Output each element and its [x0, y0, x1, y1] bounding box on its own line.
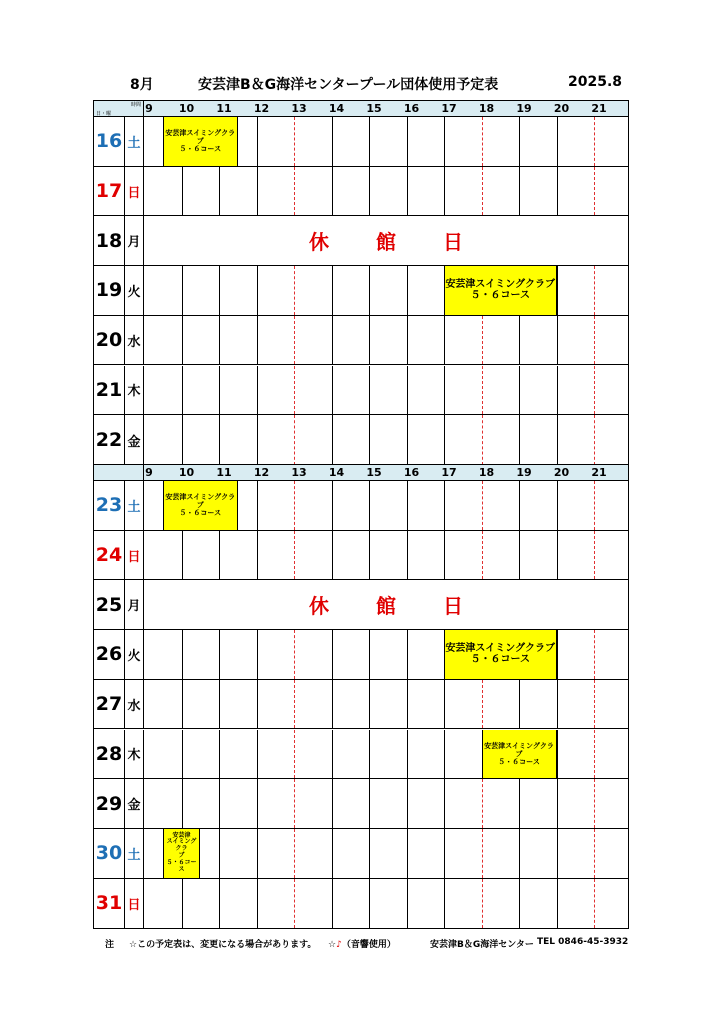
legend-music-text: （音響使用）: [341, 940, 396, 950]
hour-label-19: 19: [516, 466, 532, 479]
hour-gridline: [557, 829, 558, 878]
day-number: 30: [94, 829, 125, 878]
hour-gridline: [594, 829, 595, 878]
hour-label-14: 14: [328, 102, 345, 115]
hour-gridline: [182, 779, 183, 828]
hour-gridline: [369, 829, 370, 878]
hour-gridline: [369, 366, 370, 415]
hour-label-18: 18: [478, 102, 495, 115]
hour-gridline: [369, 531, 370, 580]
day-number: 24: [94, 531, 125, 580]
hour-gridline: [519, 366, 520, 415]
day-row: [94, 630, 628, 680]
hour-gridline: [369, 266, 370, 315]
reservation-text: 安芸津スイミングクラブ: [165, 493, 236, 510]
hour-gridline: [182, 730, 183, 779]
hour-gridline: [332, 266, 333, 315]
hour-label-11: 11: [216, 466, 232, 479]
hour-label-21: 21: [591, 102, 607, 115]
schedule-week-1: [93, 100, 629, 465]
footer-center: 安芸津B＆G海洋センター: [430, 940, 534, 950]
hour-gridline: [369, 316, 370, 365]
hour-gridline: [482, 531, 483, 580]
hour-label-11: 11: [216, 102, 232, 115]
hour-label-18: 18: [478, 466, 495, 479]
hour-gridline: [294, 730, 295, 779]
reservation-text: 安芸津スイミングクラブ: [445, 278, 556, 290]
day-row: [94, 580, 628, 630]
hour-label-12: 12: [253, 466, 270, 479]
hour-gridline: [444, 366, 445, 415]
hour-label-16: 16: [403, 102, 420, 115]
hour-gridline: [332, 829, 333, 878]
hour-gridline: [257, 316, 258, 365]
month-label: 8月: [130, 77, 154, 93]
weekday-label: 木: [125, 366, 144, 415]
hour-gridline: [557, 266, 558, 315]
hour-gridline: [594, 531, 595, 580]
hour-gridline: [219, 829, 220, 878]
reservation-block[interactable]: [163, 117, 238, 166]
hour-gridline: [182, 266, 183, 315]
hour-gridline: [444, 117, 445, 166]
hour-label-20: 20: [553, 102, 570, 115]
hour-gridline: [407, 730, 408, 779]
hour-gridline: [294, 316, 295, 365]
footer-note: ☆この予定表は、変更になる場合があります。: [129, 940, 317, 950]
reservation-text: ５・６コース: [470, 290, 530, 302]
hour-gridline: [182, 630, 183, 679]
day-row: [94, 366, 628, 416]
reservation-text: 安芸津スイミングクラブ: [165, 129, 236, 146]
hour-gridline: [557, 531, 558, 580]
hour-gridline: [182, 316, 183, 365]
day-number: 23: [94, 481, 125, 530]
hour-gridline: [557, 630, 558, 679]
hour-gridline: [519, 531, 520, 580]
hour-gridline: [557, 167, 558, 216]
hour-gridline: [257, 167, 258, 216]
hour-gridline: [257, 779, 258, 828]
hour-label-14: 14: [328, 466, 345, 479]
hour-gridline: [182, 680, 183, 729]
day-row: [94, 680, 628, 730]
hour-gridline: [519, 481, 520, 530]
hour-gridline: [219, 316, 220, 365]
hour-gridline: [294, 117, 295, 166]
hour-gridline: [482, 879, 483, 929]
hour-gridline: [482, 481, 483, 530]
hour-gridline: [407, 879, 408, 929]
hour-gridline: [257, 117, 258, 166]
hour-gridline: [257, 730, 258, 779]
hour-gridline: [519, 117, 520, 166]
weekday-label: 土: [125, 117, 144, 166]
hour-gridline: [594, 630, 595, 679]
reservation-block[interactable]: [444, 630, 557, 679]
hour-gridline: [557, 481, 558, 530]
hour-gridline: [294, 779, 295, 828]
reservation-block[interactable]: [482, 730, 557, 779]
hour-gridline: [294, 266, 295, 315]
hour-gridline: [444, 829, 445, 878]
hour-label-10: 10: [178, 102, 195, 115]
hour-gridline: [444, 779, 445, 828]
hour-gridline: [257, 829, 258, 878]
hour-gridline: [594, 167, 595, 216]
day-number: 17: [94, 167, 125, 216]
hour-gridline: [332, 680, 333, 729]
corner-cell: [94, 101, 144, 117]
hour-label-9: 9: [145, 466, 153, 479]
hour-label-12: 12: [253, 102, 270, 115]
weekday-label: 金: [125, 779, 144, 828]
hour-gridline: [444, 680, 445, 729]
hour-gridline: [257, 630, 258, 679]
hour-gridline: [294, 415, 295, 465]
hour-gridline: [557, 316, 558, 365]
weekday-label: 月: [125, 216, 144, 265]
hour-gridline: [219, 630, 220, 679]
day-row: [94, 167, 628, 217]
hour-gridline: [444, 481, 445, 530]
day-number: 18: [94, 216, 125, 265]
hour-label-10: 10: [178, 466, 195, 479]
hour-gridline: [482, 117, 483, 166]
hour-gridline: [482, 415, 483, 465]
hour-gridline: [519, 167, 520, 216]
footer-tel: TEL 0846-45-3932: [537, 937, 629, 947]
hour-gridline: [332, 730, 333, 779]
hour-gridline: [482, 779, 483, 828]
hour-gridline: [332, 630, 333, 679]
hour-gridline: [369, 680, 370, 729]
hour-gridline: [257, 366, 258, 415]
hour-gridline: [369, 879, 370, 929]
day-number: 27: [94, 680, 125, 729]
hour-label-16: 16: [403, 466, 420, 479]
hour-gridline: [369, 481, 370, 530]
day-number: 25: [94, 580, 125, 629]
hour-gridline: [482, 366, 483, 415]
hour-gridline: [369, 779, 370, 828]
reservation-block[interactable]: [163, 481, 238, 530]
day-number: 28: [94, 730, 125, 779]
reservation-text: スイミングクラ: [166, 838, 197, 853]
hour-gridline: [294, 680, 295, 729]
hour-gridline: [369, 167, 370, 216]
weekday-label: 火: [125, 630, 144, 679]
hour-gridline: [182, 879, 183, 929]
footer-legend: [328, 937, 396, 950]
corner-day-label: 日・曜: [96, 111, 112, 117]
hour-gridline: [444, 879, 445, 929]
day-number: 20: [94, 316, 125, 365]
hour-gridline: [219, 730, 220, 779]
hour-gridline: [294, 879, 295, 929]
star-icon: ☆: [328, 940, 337, 950]
hour-gridline: [594, 366, 595, 415]
reservation-text: ５・６コース: [179, 509, 222, 518]
day-row: [94, 415, 628, 465]
hour-gridline: [482, 680, 483, 729]
closed-day-text: 休 館 日: [309, 230, 483, 255]
closed-day-label: [144, 580, 628, 629]
closed-day-text: 休 館 日: [309, 594, 483, 619]
hour-gridline: [219, 531, 220, 580]
hour-gridline: [332, 779, 333, 828]
reservation-text: 安芸津スイミングクラブ: [484, 741, 554, 758]
closed-day-label: [144, 216, 628, 265]
reservation-block[interactable]: [163, 829, 201, 878]
hour-gridline: [257, 531, 258, 580]
hour-gridline: [332, 316, 333, 365]
day-row: [94, 779, 628, 829]
day-row: [94, 829, 628, 879]
hour-gridline: [182, 167, 183, 216]
hour-gridline: [257, 481, 258, 530]
weekday-label: 土: [125, 829, 144, 878]
hour-gridline: [557, 680, 558, 729]
reservation-text: ５・６コース: [470, 654, 530, 666]
hour-gridline: [519, 829, 520, 878]
reservation-block[interactable]: [444, 266, 557, 315]
hour-gridline: [407, 531, 408, 580]
hour-gridline: [294, 167, 295, 216]
hour-gridline: [594, 316, 595, 365]
hour-gridline: [294, 366, 295, 415]
hour-gridline: [407, 630, 408, 679]
hour-gridline: [594, 730, 595, 779]
footer-note-label: 注: [105, 940, 115, 950]
reservation-text: 安芸津スイミングクラブ: [445, 642, 556, 654]
hour-gridline: [407, 829, 408, 878]
hour-label-13: 13: [291, 102, 307, 115]
hour-gridline: [257, 415, 258, 465]
hour-gridline: [294, 481, 295, 530]
weekday-label: 月: [125, 580, 144, 629]
weekday-label: 日: [125, 167, 144, 216]
hour-gridline: [219, 167, 220, 216]
day-row: [94, 879, 628, 929]
hour-gridline: [407, 167, 408, 216]
hour-gridline: [332, 415, 333, 465]
hour-gridline: [407, 366, 408, 415]
hour-gridline: [594, 680, 595, 729]
weekday-label: 日: [125, 531, 144, 580]
hour-gridline: [407, 266, 408, 315]
hour-gridline: [332, 366, 333, 415]
hour-gridline: [332, 117, 333, 166]
page-title: 安芸津B＆G海洋センタープール団体使用予定表: [198, 77, 499, 93]
hour-gridline: [182, 415, 183, 465]
hour-gridline: [257, 680, 258, 729]
hour-gridline: [332, 879, 333, 929]
hour-gridline: [294, 630, 295, 679]
day-row: [94, 216, 628, 266]
hour-label-17: 17: [441, 466, 457, 479]
day-number: 22: [94, 415, 125, 465]
hour-gridline: [519, 316, 520, 365]
hour-gridline: [219, 779, 220, 828]
day-row: [94, 117, 628, 167]
day-row: [94, 481, 628, 531]
reservation-text: ５・６コース: [498, 757, 540, 766]
weekday-label: 水: [125, 316, 144, 365]
hour-gridline: [482, 829, 483, 878]
hour-gridline: [444, 167, 445, 216]
weekday-label: 水: [125, 680, 144, 729]
corner-cell: [94, 465, 144, 481]
hour-gridline: [332, 481, 333, 530]
hour-gridline: [557, 779, 558, 828]
hour-gridline: [407, 316, 408, 365]
hour-gridline: [519, 879, 520, 929]
hour-label-17: 17: [441, 102, 457, 115]
weekday-label: 木: [125, 730, 144, 779]
hour-gridline: [332, 531, 333, 580]
weekday-label: 火: [125, 266, 144, 315]
hour-gridline: [594, 266, 595, 315]
day-row: [94, 531, 628, 581]
hour-gridline: [557, 366, 558, 415]
day-number: 19: [94, 266, 125, 315]
hour-gridline: [407, 481, 408, 530]
hour-gridline: [407, 779, 408, 828]
hour-gridline: [444, 730, 445, 779]
hour-gridline: [294, 829, 295, 878]
hour-gridline: [257, 266, 258, 315]
hour-header-bar: [94, 465, 628, 481]
hour-gridline: [444, 316, 445, 365]
day-row: [94, 316, 628, 366]
hour-gridline: [557, 730, 558, 779]
hour-gridline: [557, 879, 558, 929]
hour-gridline: [482, 167, 483, 216]
hour-gridline: [407, 415, 408, 465]
hour-gridline: [219, 680, 220, 729]
hour-gridline: [407, 680, 408, 729]
hour-gridline: [182, 366, 183, 415]
hour-gridline: [332, 167, 333, 216]
hour-gridline: [369, 730, 370, 779]
hour-gridline: [519, 415, 520, 465]
hour-label-15: 15: [366, 102, 382, 115]
hour-gridline: [444, 531, 445, 580]
weekday-label: 金: [125, 415, 144, 465]
day-row: [94, 266, 628, 316]
hour-label-13: 13: [291, 466, 307, 479]
hour-gridline: [182, 531, 183, 580]
reservation-text: ブ: [178, 852, 185, 860]
hour-gridline: [257, 879, 258, 929]
hour-label-21: 21: [591, 466, 607, 479]
hour-gridline: [557, 415, 558, 465]
hour-gridline: [407, 117, 408, 166]
hour-gridline: [519, 779, 520, 828]
hour-gridline: [219, 415, 220, 465]
day-row: [94, 730, 628, 780]
weekday-label: 日: [125, 879, 144, 929]
reservation-text: 安芸津: [172, 831, 191, 839]
day-number: 21: [94, 366, 125, 415]
hour-label-19: 19: [516, 102, 532, 115]
day-number: 16: [94, 117, 125, 166]
hour-gridline: [482, 316, 483, 365]
day-number: 31: [94, 879, 125, 929]
hour-gridline: [444, 415, 445, 465]
hour-gridline: [219, 266, 220, 315]
hour-gridline: [369, 117, 370, 166]
hour-gridline: [557, 117, 558, 166]
issue-date: 2025.8: [568, 74, 623, 90]
corner-time-label: 時間: [130, 102, 141, 108]
schedule-week-2: [93, 464, 629, 929]
day-number: 29: [94, 779, 125, 828]
music-note-icon: ♪: [336, 940, 342, 950]
hour-gridline: [594, 779, 595, 828]
hour-gridline: [369, 415, 370, 465]
hour-gridline: [594, 415, 595, 465]
hour-gridline: [594, 117, 595, 166]
hour-gridline: [594, 879, 595, 929]
hour-label-15: 15: [366, 466, 382, 479]
reservation-text: ５・６コース: [166, 859, 197, 874]
hour-gridline: [369, 630, 370, 679]
hour-header-bar: [94, 101, 628, 117]
hour-gridline: [519, 680, 520, 729]
hour-gridline: [219, 879, 220, 929]
reservation-text: ５・６コース: [179, 145, 222, 154]
hour-gridline: [594, 481, 595, 530]
hour-gridline: [294, 531, 295, 580]
day-number: 26: [94, 630, 125, 679]
hour-label-20: 20: [553, 466, 570, 479]
hour-label-9: 9: [145, 102, 153, 115]
weekday-label: 土: [125, 481, 144, 530]
hour-gridline: [219, 366, 220, 415]
